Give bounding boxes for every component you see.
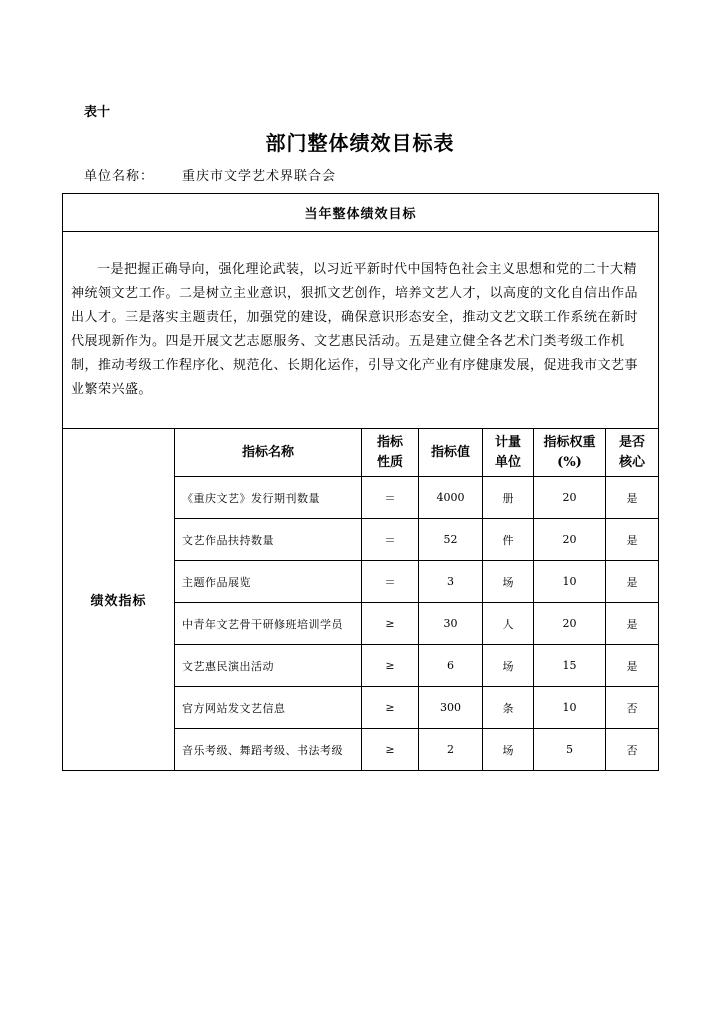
indicator-weight: 5 xyxy=(534,729,606,771)
indicators-section-label: 绩效指标 xyxy=(63,429,175,771)
indicator-name: 文艺作品扶持数量 xyxy=(175,519,362,561)
col-header-nature-line1: 指标 xyxy=(376,434,403,450)
indicator-weight: 20 xyxy=(534,603,606,645)
col-header-weight xyxy=(534,429,606,477)
indicator-nature: ≥ xyxy=(362,729,419,771)
indicator-unit: 册 xyxy=(483,477,534,519)
annual-goal-heading: 当年整体绩效目标 xyxy=(63,194,659,232)
indicator-weight: 10 xyxy=(534,561,606,603)
indicator-name: 主题作品展览 xyxy=(175,561,362,603)
indicator-weight: 10 xyxy=(534,687,606,729)
col-header-name: 指标名称 xyxy=(175,429,362,477)
indicator-name: 音乐考级、舞蹈考级、书法考级 xyxy=(175,729,362,771)
indicator-unit: 条 xyxy=(483,687,534,729)
indicator-core: 是 xyxy=(606,519,659,561)
indicator-name: 中青年文艺骨干研修班培训学员 xyxy=(175,603,362,645)
col-header-nature-line2: 性质 xyxy=(376,454,403,470)
col-header-core xyxy=(606,429,659,477)
unit-name-label: 单位名称： xyxy=(84,169,155,184)
indicator-core: 否 xyxy=(606,729,659,771)
indicator-name: 官方网站发文艺信息 xyxy=(175,687,362,729)
indicator-core: 是 xyxy=(606,603,659,645)
col-header-weight-line2: (%) xyxy=(557,454,582,470)
indicator-value: 2 xyxy=(419,729,483,771)
indicator-nature: ＝ xyxy=(362,561,419,603)
indicator-value: 30 xyxy=(419,603,483,645)
col-header-weight-line1: 指标权重 xyxy=(543,434,596,450)
indicator-unit: 场 xyxy=(483,729,534,771)
indicator-unit: 场 xyxy=(483,645,534,687)
indicator-weight: 15 xyxy=(534,645,606,687)
indicator-nature: ≥ xyxy=(362,603,419,645)
col-header-core-line1: 是否 xyxy=(619,434,646,450)
indicator-unit: 人 xyxy=(483,603,534,645)
page-title: 部门整体绩效目标表 xyxy=(265,131,455,155)
annual-goal-text: 一是把握正确导向，强化理论武装，以习近平新时代中国特色社会主义思想和党的二十大精神统领文艺工作。二是树立主业意识，狠抓文艺创作，培养文艺人才，以高度的文化自信出作品出人才。三是落实主题责任，加强党的建设，确保意识形态安全，推动文艺文联工作系统在新时代展现新作为。四是开展文艺志愿服务、文艺惠民活动。五是建立健全各艺术门类考级工作机制，推动考级工作程序化、规范化、长期化运作，引导文化产业有序健康发展，促进我市文艺事业繁荣兴盛。 xyxy=(71,262,639,397)
indicator-name: 文艺惠民演出活动 xyxy=(175,645,362,687)
unit-name-line xyxy=(84,165,336,184)
indicator-nature: ＝ xyxy=(362,519,419,561)
indicator-name: 《重庆文艺》发行期刊数量 xyxy=(175,477,362,519)
indicator-unit: 场 xyxy=(483,561,534,603)
col-header-unit-line2: 单位 xyxy=(494,454,521,470)
indicator-core: 是 xyxy=(606,561,659,603)
indicator-value: 3 xyxy=(419,561,483,603)
indicator-value: 4000 xyxy=(419,477,483,519)
col-header-core-line2: 核心 xyxy=(619,454,646,470)
indicator-core: 是 xyxy=(606,645,659,687)
unit-name-value: 重庆市文学艺术界联合会 xyxy=(182,169,337,184)
col-header-nature xyxy=(362,429,419,477)
indicator-nature: ＝ xyxy=(362,477,419,519)
indicator-nature: ≥ xyxy=(362,645,419,687)
indicator-core: 是 xyxy=(606,477,659,519)
indicator-unit: 件 xyxy=(483,519,534,561)
performance-table xyxy=(62,193,659,771)
table-number-label: 表十 xyxy=(84,105,111,120)
indicator-value: 52 xyxy=(419,519,483,561)
indicator-core: 否 xyxy=(606,687,659,729)
col-header-unit xyxy=(483,429,534,477)
indicator-weight: 20 xyxy=(534,477,606,519)
col-header-value: 指标值 xyxy=(419,429,483,477)
col-header-unit-line1: 计量 xyxy=(494,434,521,450)
indicator-value: 6 xyxy=(419,645,483,687)
indicator-nature: ≥ xyxy=(362,687,419,729)
indicator-weight: 20 xyxy=(534,519,606,561)
annual-goal-text-cell xyxy=(63,232,659,429)
indicator-value: 300 xyxy=(419,687,483,729)
